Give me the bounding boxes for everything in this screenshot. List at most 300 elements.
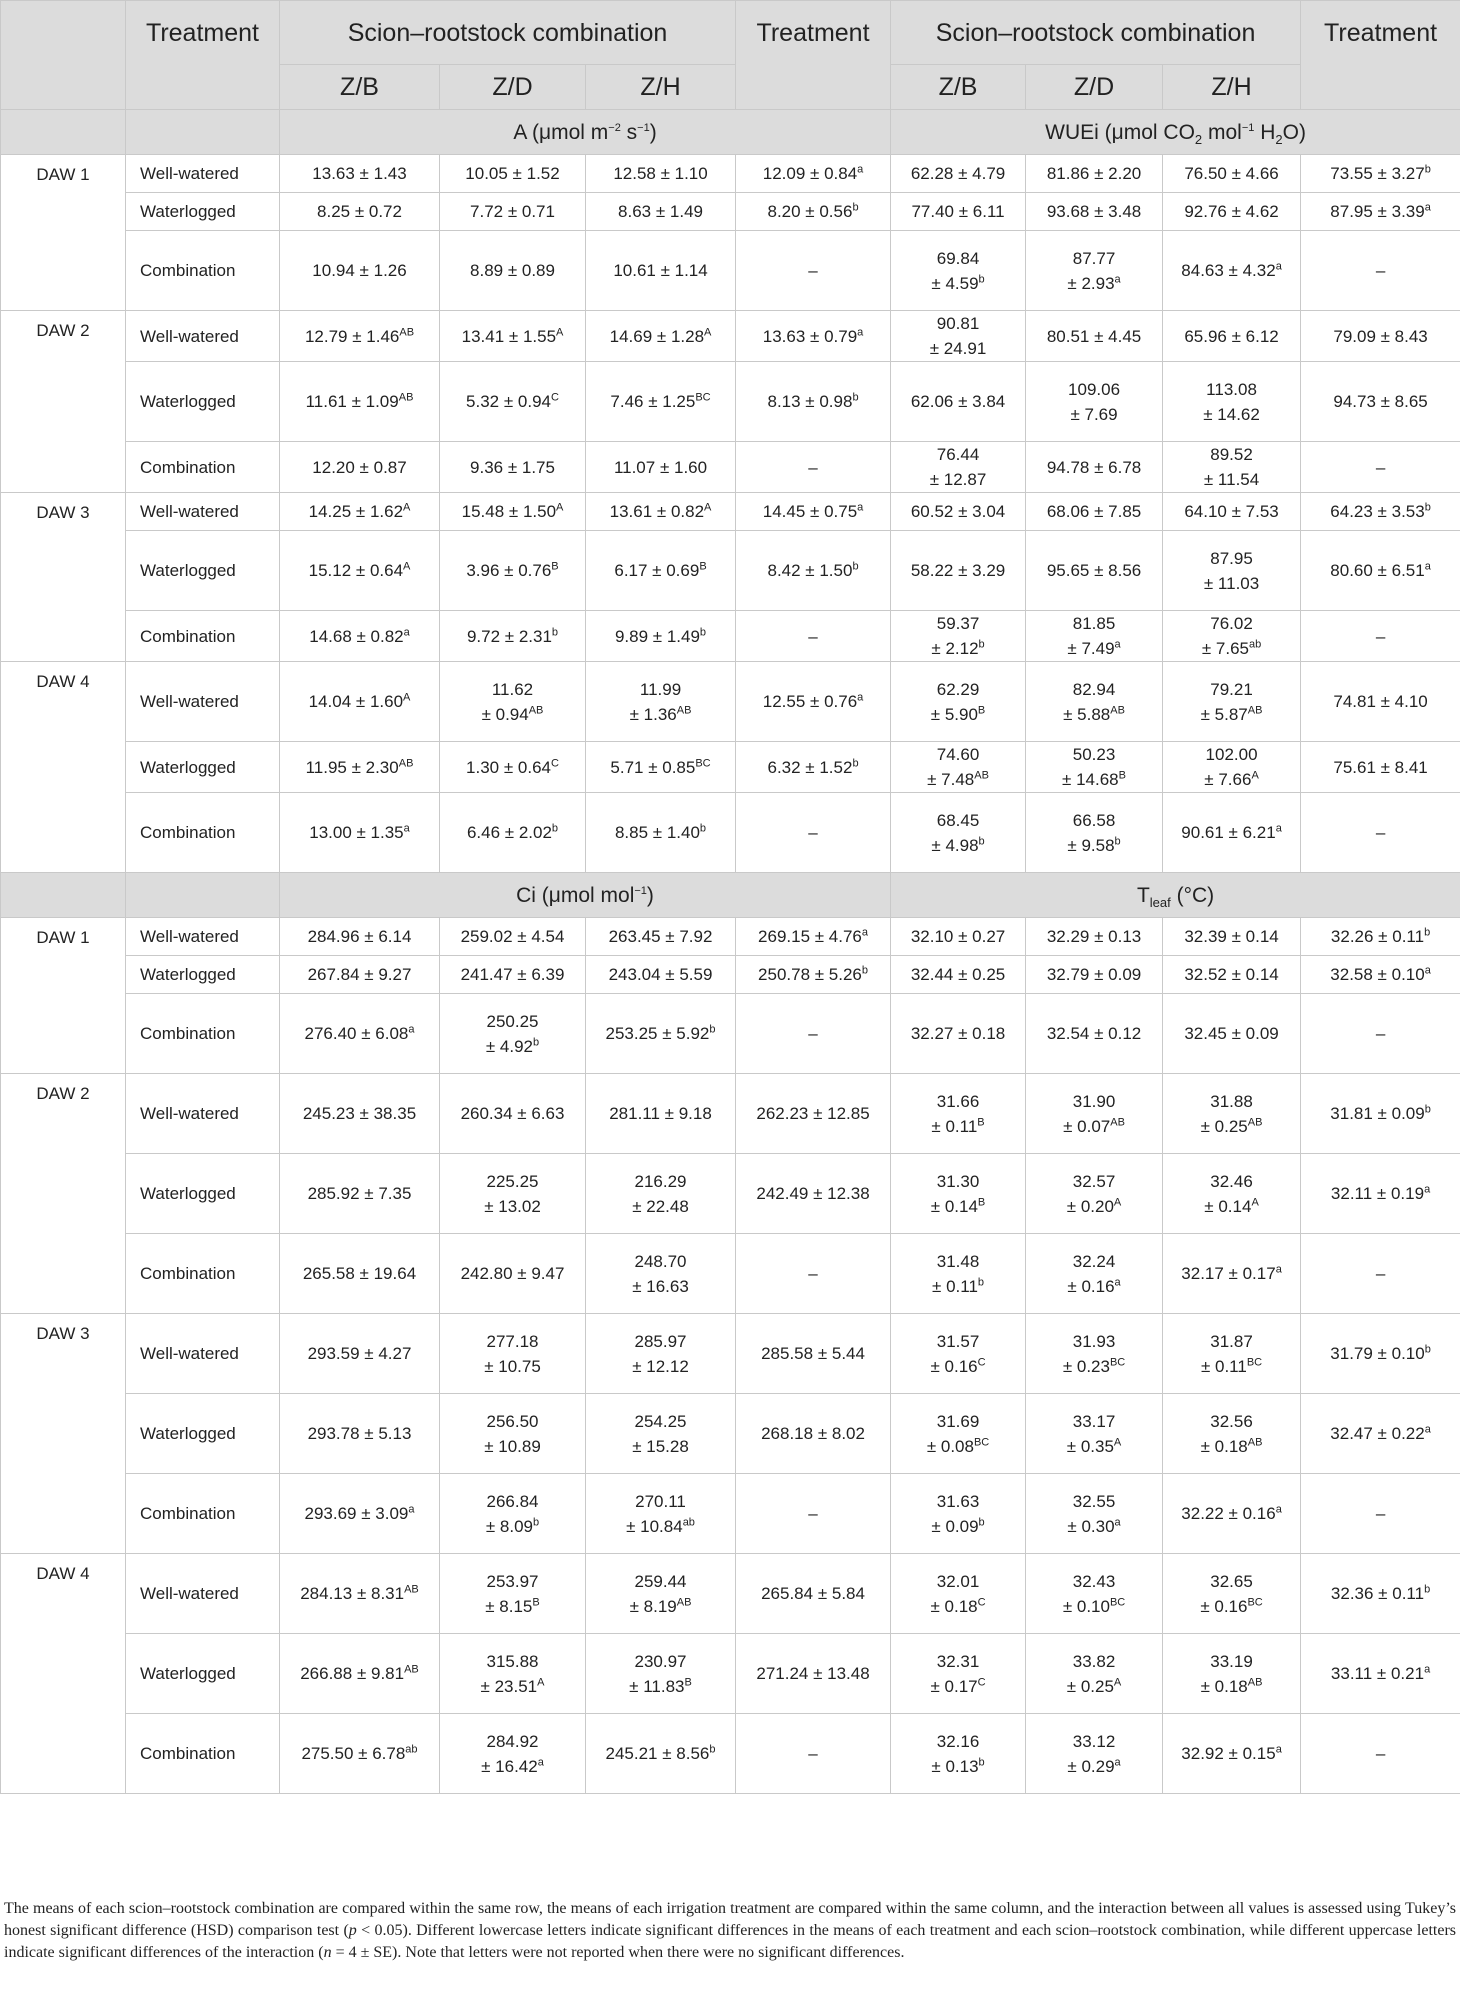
cell-value: 276.40 ± 6.08: [304, 1024, 409, 1043]
cell-zb-2: [891, 493, 1026, 531]
cell-zh: [586, 1474, 736, 1554]
significance-letter: AB: [1247, 1435, 1263, 1448]
table-row: [1, 1554, 1460, 1634]
significance-letter: AB: [528, 703, 544, 716]
cell-value: –: [1375, 457, 1386, 477]
cell-zh-2: [1163, 956, 1301, 994]
cell-treatment-mean-2: [1301, 155, 1460, 193]
cell-zb: [280, 662, 440, 742]
significance-letter: ab: [682, 1515, 695, 1528]
cell-value: 245.23 ± 38.35: [302, 1104, 417, 1123]
cell-zh: [586, 1714, 736, 1794]
table-row: [1, 193, 1460, 231]
cell-value: 58.22 ± 3.29: [910, 561, 1006, 580]
table-row: [1, 1074, 1460, 1154]
cell-value: –: [808, 1264, 818, 1283]
cell-value: 31.30 ± 0.14: [930, 1171, 980, 1216]
section-label-right: [891, 873, 1460, 918]
cell-zd-2: [1026, 531, 1163, 611]
cell-value: 31.48 ± 0.11: [932, 1251, 980, 1296]
significance-letter: BC: [1109, 1355, 1126, 1368]
treatment-label: Waterlogged: [126, 956, 280, 994]
significance-letter: a: [1424, 201, 1431, 214]
cell-zh-2: [1163, 994, 1301, 1074]
cell-treatment-mean-2: [1301, 493, 1460, 531]
treatment-label: Combination: [126, 793, 280, 873]
cell-value: 94.78 ± 6.78: [1046, 457, 1142, 477]
right-label-text: WUEi (μmol CO: [1045, 120, 1195, 144]
cell-zd: [440, 1314, 586, 1394]
cell-zh: [586, 155, 736, 193]
right-label-mid: mol: [1202, 120, 1242, 144]
significance-letter: A: [1113, 1435, 1122, 1448]
significance-letter: A: [704, 501, 712, 514]
cell-value: 31.93 ± 0.23: [1062, 1331, 1116, 1376]
significance-letter: AB: [974, 769, 989, 782]
cell-zd: [440, 611, 586, 662]
right-label-sub: leaf: [1149, 894, 1171, 910]
significance-letter: a: [1114, 1755, 1121, 1768]
cell-value: 102.00 ± 7.66: [1204, 745, 1258, 789]
table-row: [1, 1314, 1460, 1394]
cell-treatment-mean-2: [1301, 1394, 1460, 1474]
cell-value: –: [808, 823, 818, 842]
cell-zd: [440, 1394, 586, 1474]
cell-zd: [440, 1074, 586, 1154]
cell-value: 277.18 ± 10.75: [484, 1331, 541, 1376]
cell-treatment-mean-2: [1301, 193, 1460, 231]
significance-letter: b: [1424, 501, 1431, 514]
cell-treatment-mean-2: [1301, 793, 1460, 873]
cell-zd-2: [1026, 1394, 1163, 1474]
cell-zb-2: [891, 611, 1026, 662]
cell-zb-2: [891, 1234, 1026, 1314]
significance-letter: B: [977, 703, 986, 716]
left-label-text: Ci (μmol mol: [516, 883, 635, 907]
right-label-mid: (°C): [1170, 883, 1215, 907]
cell-value: 12.20 ± 0.87: [312, 457, 407, 477]
significance-letter: A: [403, 560, 411, 573]
cell-zd-2: [1026, 793, 1163, 873]
cell-zh-2: [1163, 311, 1301, 362]
significance-letter: B: [977, 1195, 986, 1208]
cell-treatment-mean-2: [1301, 1314, 1460, 1394]
cell-value: –: [1375, 626, 1386, 646]
footnote-part3: = 4 ± SE). Note that letters were not reported when there were no significant differences.: [331, 1944, 905, 1961]
cell-treatment-mean-2: [1301, 1154, 1460, 1234]
right-label-sub: 2: [1194, 131, 1203, 147]
cell-zb-2: [891, 1474, 1026, 1554]
cell-treatment-mean: [736, 155, 891, 193]
significance-letter: AB: [399, 325, 415, 338]
significance-letter: b: [1424, 1343, 1431, 1356]
cell-value: 13.41 ± 1.55: [461, 326, 557, 346]
significance-letter: C: [977, 1595, 986, 1608]
significance-letter: b: [551, 625, 559, 638]
cell-value: 7.46 ± 1.25: [610, 392, 696, 411]
cell-treatment-mean: [736, 493, 891, 531]
cell-zh-2: [1163, 155, 1301, 193]
table-row: [1, 493, 1460, 531]
cell-zb: [280, 956, 440, 994]
cell-value: 82.94 ± 5.88: [1063, 679, 1116, 724]
section-label-left: [280, 110, 891, 155]
cell-value: 8.63 ± 1.49: [618, 202, 703, 221]
cell-value: 113.08 ± 14.62: [1203, 379, 1260, 424]
treatment-label: Combination: [126, 231, 280, 311]
significance-letter: A: [556, 501, 564, 514]
cell-value: 8.13 ± 0.98: [767, 392, 853, 411]
cell-value: –: [808, 626, 818, 646]
cell-treatment-mean-2: [1301, 231, 1460, 311]
cell-value: 32.45 ± 0.09: [1184, 1024, 1279, 1043]
table-row: [1, 742, 1460, 793]
cell-zd: [440, 531, 586, 611]
cell-zd-2: [1026, 662, 1163, 742]
left-label-sup: −2: [608, 121, 621, 134]
cell-zb-2: [891, 662, 1026, 742]
significance-letter: B: [684, 1675, 692, 1688]
cell-value: 92.76 ± 4.62: [1184, 202, 1279, 221]
table-row: [1, 531, 1460, 611]
significance-letter: a: [408, 1023, 415, 1036]
cell-value: 33.12 ± 0.29: [1067, 1731, 1116, 1776]
cell-zd: [440, 662, 586, 742]
significance-letter: a: [1275, 1263, 1282, 1276]
significance-letter: AB: [676, 703, 692, 716]
cell-value: 79.09 ± 8.43: [1333, 326, 1428, 346]
cell-zd: [440, 994, 586, 1074]
cell-zh: [586, 956, 736, 994]
cell-value: 14.45 ± 0.75: [762, 502, 858, 521]
cell-value: 254.25 ± 15.28: [632, 1411, 689, 1456]
cell-zh-2: [1163, 611, 1301, 662]
significance-letter: B: [977, 1115, 985, 1128]
cell-treatment-mean: [736, 742, 891, 793]
cell-value: 32.11 ± 0.19: [1330, 1184, 1425, 1203]
cell-value: 90.61 ± 6.21: [1181, 823, 1276, 842]
cell-value: 60.52 ± 3.04: [910, 502, 1006, 521]
significance-letter: a: [1275, 1503, 1282, 1516]
cell-value: 32.52 ± 0.14: [1184, 965, 1279, 984]
cell-value: 32.16 ± 0.13: [931, 1731, 980, 1776]
cell-zb: [280, 1154, 440, 1234]
significance-letter: AB: [404, 1583, 419, 1596]
cell-value: –: [808, 457, 818, 477]
cell-value: 31.90 ± 0.07: [1063, 1091, 1116, 1136]
significance-letter: A: [556, 325, 564, 338]
significance-letter: a: [857, 501, 864, 514]
significance-letter: b: [1424, 926, 1431, 939]
cell-value: 225.25 ± 13.02: [484, 1171, 541, 1216]
table-row: [1, 311, 1460, 362]
cell-zb: [280, 531, 440, 611]
cell-value: 32.31 ± 0.17: [930, 1651, 980, 1696]
cell-treatment-mean: [736, 1714, 891, 1794]
cell-zh: [586, 531, 736, 611]
significance-letter: a: [1114, 1515, 1121, 1528]
significance-letter: BC: [1109, 1595, 1126, 1608]
significance-letter: B: [532, 1595, 540, 1608]
header-scion-rootstock-right: Scion–rootstock combination: [891, 1, 1301, 65]
table-row: [1, 231, 1460, 311]
cell-treatment-mean-2: [1301, 1634, 1460, 1714]
cell-zb-2: [891, 231, 1026, 311]
table-row: [1, 1234, 1460, 1314]
cell-value: 8.89 ± 0.89: [470, 261, 555, 280]
cell-value: 32.58 ± 0.10: [1330, 965, 1425, 984]
significance-letter: AB: [1247, 703, 1263, 716]
cell-zh-2: [1163, 193, 1301, 231]
cell-zd-2: [1026, 493, 1163, 531]
cell-value: 285.97 ± 12.12: [632, 1331, 689, 1376]
cell-zb-2: [891, 155, 1026, 193]
cell-zb-2: [891, 1154, 1026, 1234]
cell-value: 6.32 ± 1.52: [767, 757, 853, 777]
section-header-row: [1, 873, 1460, 918]
significance-letter: a: [403, 625, 410, 638]
cell-treatment-mean-2: [1301, 994, 1460, 1074]
cell-zb-2: [891, 442, 1026, 493]
cell-zb: [280, 994, 440, 1074]
cell-value: 79.21 ± 5.87: [1200, 679, 1253, 724]
cell-value: 31.87 ± 0.11: [1200, 1331, 1253, 1376]
cell-zb-2: [891, 956, 1026, 994]
cell-zh-2: [1163, 362, 1301, 442]
cell-zh: [586, 662, 736, 742]
cell-value: 31.63 ± 0.09: [931, 1491, 980, 1536]
cell-value: 15.12 ± 0.64: [308, 561, 404, 580]
cell-value: 248.70 ± 16.63: [632, 1251, 689, 1296]
cell-treatment-mean-2: [1301, 1714, 1460, 1794]
cell-value: 93.68 ± 3.48: [1046, 202, 1142, 221]
cell-value: 76.44 ± 12.87: [929, 445, 987, 489]
cell-zd: [440, 311, 586, 362]
table-row: [1, 1634, 1460, 1714]
significance-letter: A: [403, 691, 411, 704]
cell-value: 94.73 ± 8.65: [1333, 392, 1428, 411]
cell-treatment-mean-2: [1301, 1074, 1460, 1154]
significance-letter: a: [1114, 1275, 1121, 1288]
cell-value: 76.50 ± 4.66: [1184, 164, 1279, 183]
cell-value: 32.01 ± 0.18: [930, 1571, 980, 1616]
significance-letter: A: [403, 501, 411, 514]
cell-zb: [280, 311, 440, 362]
table-row: [1, 1394, 1460, 1474]
cell-value: –: [1375, 1744, 1386, 1763]
significance-letter: a: [857, 691, 864, 704]
significance-letter: AB: [404, 1663, 419, 1676]
cell-zh: [586, 1314, 736, 1394]
cell-value: 32.44 ± 0.25: [910, 965, 1006, 984]
cell-value: –: [1375, 1264, 1386, 1283]
cell-zb-2: [891, 994, 1026, 1074]
cell-zb: [280, 1474, 440, 1554]
treatment-label: Well-watered: [126, 918, 280, 956]
significance-letter: b: [533, 1515, 540, 1528]
cell-zh-2: [1163, 231, 1301, 311]
cell-value: 81.86 ± 2.20: [1046, 164, 1142, 183]
cell-value: 76.02 ± 7.65: [1201, 614, 1253, 658]
cell-zh: [586, 442, 736, 493]
cell-value: 259.44 ± 8.19: [629, 1571, 687, 1616]
cell-value: 14.68 ± 0.82: [309, 626, 404, 646]
cell-zb-2: [891, 1714, 1026, 1794]
treatment-label: Waterlogged: [126, 1154, 280, 1234]
significance-letter: a: [857, 325, 864, 338]
cell-value: 89.52 ± 11.54: [1203, 445, 1260, 489]
significance-letter: b: [977, 1275, 985, 1288]
significance-letter: a: [861, 926, 869, 939]
cell-value: 64.10 ± 7.53: [1184, 502, 1279, 521]
header-combo-zd-2: Z/D: [1026, 65, 1163, 110]
cell-treatment-mean: [736, 1074, 891, 1154]
cell-value: 81.85 ± 7.49: [1067, 614, 1116, 658]
cell-zb: [280, 918, 440, 956]
cell-value: –: [808, 1744, 818, 1763]
header-blank: [1, 1, 126, 110]
significance-letter: b: [978, 1755, 985, 1768]
treatment-label: Waterlogged: [126, 742, 280, 793]
treatment-label: Well-watered: [126, 155, 280, 193]
cell-value: 13.63 ± 0.79: [762, 326, 858, 346]
cell-treatment-mean: [736, 311, 891, 362]
cell-treatment-mean-2: [1301, 742, 1460, 793]
cell-value: 68.45 ± 4.98: [931, 810, 980, 855]
cell-value: –: [808, 1024, 818, 1043]
cell-value: 8.25 ± 0.72: [317, 202, 402, 221]
significance-letter: A: [537, 1675, 545, 1688]
cell-value: 32.43 ± 0.10: [1062, 1571, 1116, 1616]
cell-value: 293.59 ± 4.27: [307, 1344, 412, 1363]
header-treatment: Treatment: [126, 1, 280, 110]
cell-value: –: [808, 1504, 818, 1523]
cell-zh: [586, 918, 736, 956]
cell-zd: [440, 793, 586, 873]
cell-zb-2: [891, 742, 1026, 793]
cell-value: 77.40 ± 6.11: [911, 202, 1005, 221]
right-label-end: O): [1282, 120, 1306, 144]
header-scion-rootstock-left: Scion–rootstock combination: [280, 1, 736, 65]
cell-zb: [280, 1554, 440, 1634]
significance-letter: b: [861, 964, 869, 977]
cell-value: 74.60 ± 7.48: [927, 745, 980, 789]
cell-value: 242.80 ± 9.47: [460, 1264, 565, 1283]
cell-zb: [280, 231, 440, 311]
cell-value: 33.17 ± 0.35: [1066, 1411, 1116, 1456]
significance-letter: a: [1275, 260, 1282, 273]
cell-zb: [280, 442, 440, 493]
cell-zb-2: [891, 918, 1026, 956]
cell-value: 32.92 ± 0.15: [1181, 1744, 1276, 1763]
cell-value: 31.79 ± 0.10: [1330, 1344, 1425, 1363]
cell-value: 270.11 ± 10.84: [626, 1491, 686, 1536]
significance-letter: AB: [676, 1595, 692, 1608]
cell-zh: [586, 1394, 736, 1474]
cell-value: 10.05 ± 1.52: [465, 164, 560, 183]
significance-letter: BC: [1247, 1595, 1263, 1608]
cell-value: 275.50 ± 6.78: [301, 1744, 406, 1763]
cell-value: 8.42 ± 1.50: [767, 561, 853, 580]
significance-letter: AB: [1110, 703, 1125, 716]
daw-label: DAW 3: [1, 1314, 126, 1554]
right-label-mid2: H: [1254, 120, 1276, 144]
cell-zh-2: [1163, 1394, 1301, 1474]
cell-zd: [440, 1154, 586, 1234]
cell-value: 12.79 ± 1.46: [304, 326, 400, 346]
header-treatment-right: Treatment: [1301, 1, 1460, 110]
cell-zh: [586, 1554, 736, 1634]
significance-letter: b: [852, 201, 859, 214]
cell-value: 10.61 ± 1.14: [613, 261, 708, 280]
cell-value: 31.81 ± 0.09: [1330, 1104, 1425, 1123]
cell-value: 32.24 ± 0.16: [1067, 1251, 1116, 1296]
cell-zd: [440, 1234, 586, 1314]
treatment-label: Combination: [126, 1234, 280, 1314]
cell-value: 263.45 ± 7.92: [608, 927, 713, 946]
cell-value: 32.79 ± 0.09: [1046, 965, 1142, 984]
cell-value: 12.55 ± 0.76: [762, 692, 858, 711]
cell-value: 32.57 ± 0.20: [1066, 1171, 1116, 1216]
significance-letter: b: [1114, 834, 1121, 847]
table-row: [1, 1474, 1460, 1554]
treatment-label: Waterlogged: [126, 531, 280, 611]
cell-value: 32.26 ± 0.11: [1330, 927, 1425, 946]
header-combo-zd: Z/D: [440, 65, 586, 110]
cell-zd: [440, 493, 586, 531]
cell-zb: [280, 793, 440, 873]
cell-value: 241.47 ± 6.39: [460, 965, 565, 984]
cell-value: 285.58 ± 5.44: [761, 1344, 865, 1363]
significance-letter: a: [857, 163, 864, 176]
cell-treatment-mean-2: [1301, 531, 1460, 611]
cell-treatment-mean: [736, 1474, 891, 1554]
cell-value: 230.97 ± 11.83: [629, 1651, 687, 1696]
cell-treatment-mean-2: [1301, 918, 1460, 956]
significance-letter: C: [977, 1675, 986, 1688]
treatment-label: Well-watered: [126, 493, 280, 531]
cell-zh-2: [1163, 1234, 1301, 1314]
cell-treatment-mean-2: [1301, 311, 1460, 362]
cell-value: 265.84 ± 5.84: [761, 1584, 865, 1603]
cell-zb: [280, 1314, 440, 1394]
cell-zb: [280, 1234, 440, 1314]
cell-zb-2: [891, 193, 1026, 231]
header-row-1: [1, 1, 1460, 65]
significance-letter: A: [1113, 1195, 1122, 1208]
cell-value: 269.15 ± 4.76: [758, 927, 862, 946]
cell-value: 68.06 ± 7.85: [1046, 502, 1142, 521]
section-blank: [1, 110, 126, 155]
cell-treatment-mean: [736, 956, 891, 994]
cell-value: 32.27 ± 0.18: [910, 1024, 1006, 1043]
table-row: [1, 1154, 1460, 1234]
table-row: [1, 994, 1460, 1074]
cell-zd-2: [1026, 994, 1163, 1074]
table-row: [1, 362, 1460, 442]
cell-zb-2: [891, 1314, 1026, 1394]
cell-zh-2: [1163, 1314, 1301, 1394]
cell-value: 284.13 ± 8.31: [300, 1584, 405, 1603]
cell-value: 250.25 ± 4.92: [485, 1011, 539, 1056]
right-label-sub2: 2: [1275, 131, 1283, 147]
daw-label: DAW 1: [1, 918, 126, 1074]
cell-value: 11.99 ± 1.36: [629, 679, 682, 724]
cell-value: 33.82 ± 0.25: [1066, 1651, 1116, 1696]
cell-zh-2: [1163, 1714, 1301, 1794]
cell-value: 10.94 ± 1.26: [312, 261, 407, 280]
significance-letter: A: [1251, 769, 1259, 782]
